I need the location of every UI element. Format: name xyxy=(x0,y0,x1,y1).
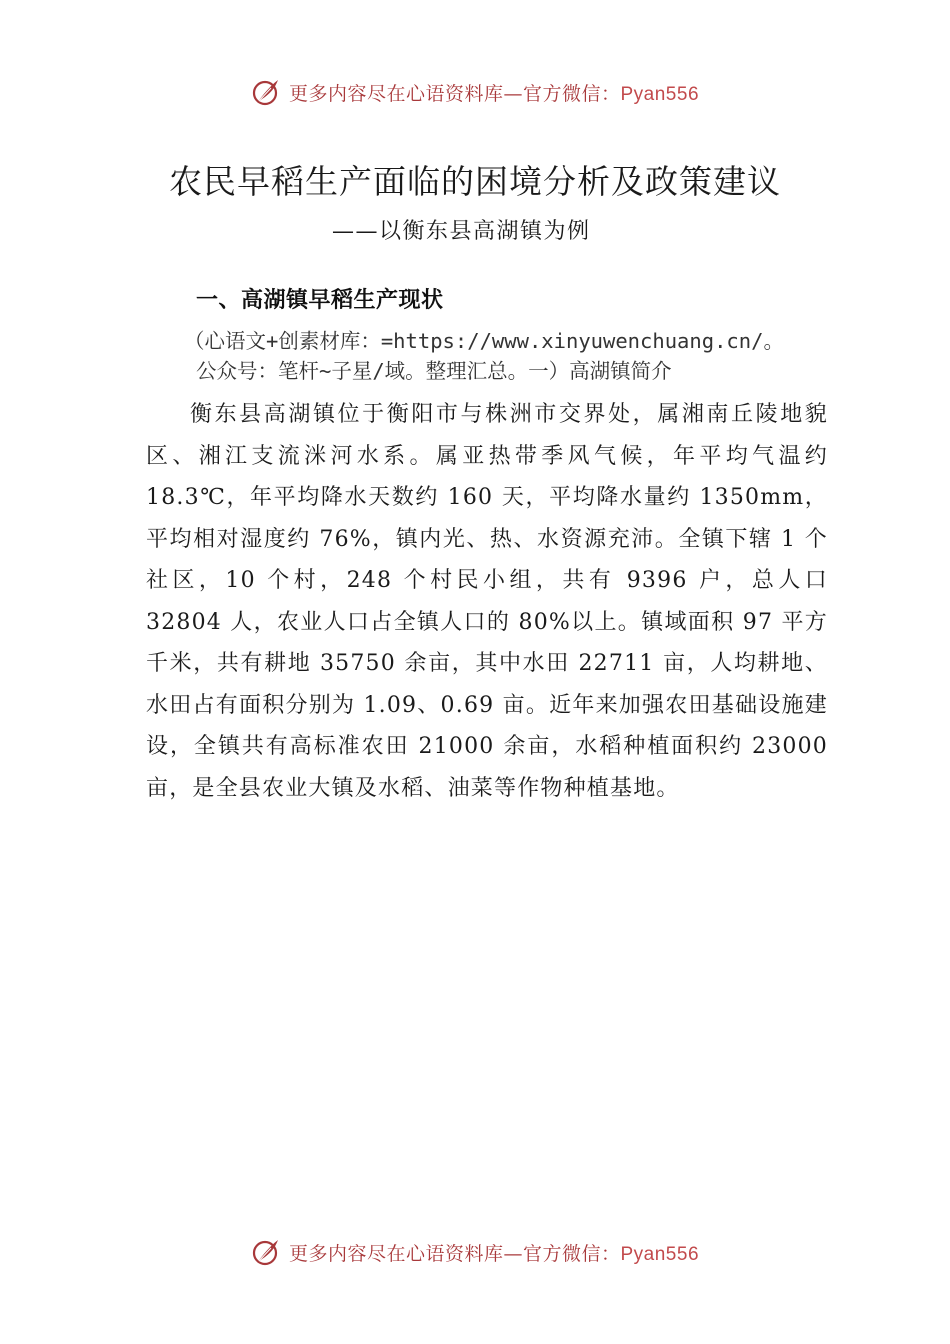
footer-banner-wechat-id: Pyan556 xyxy=(620,1243,700,1265)
document-title: 农民早稻生产面临的困境分析及政策建议 xyxy=(169,162,781,201)
footer-banner-wechat-label: 官方微信： xyxy=(522,1242,621,1265)
header-banner-dash: — xyxy=(503,82,523,105)
header-banner-wechat-label: 官方微信： xyxy=(522,82,621,105)
header-banner-text xyxy=(289,79,699,106)
document-subtitle: ——以衡东县高湖镇为例 xyxy=(332,219,591,244)
section-heading: 一、高湖镇早稻生产现状 xyxy=(196,288,444,313)
source-note xyxy=(184,326,929,386)
footer-banner-main: 更多内容尽在心语资料库 xyxy=(288,1242,504,1265)
header-banner-wechat-id: Pyan556 xyxy=(620,83,700,105)
header-banner-main: 更多内容尽在心语资料库 xyxy=(288,82,504,105)
feather-circle-logo-icon xyxy=(251,1237,281,1267)
source-note-line-2: 公众号：笔杆~子星/域。整理汇总。一）高湖镇简介 xyxy=(196,359,672,383)
feather-circle-logo-icon xyxy=(251,77,281,107)
header-banner xyxy=(0,72,950,112)
footer-banner-text xyxy=(289,1239,699,1266)
body-paragraph: 衡东县高湖镇位于衡阳市与株洲市交界处，属湘南丘陵地貌区、湘江支流洣河水系。属亚热带季风气候，年平均气温约 18.3℃，年平均降水天数约 160 天，平均降水量约 1350mm，平均相对湿度约 76%，镇内光、热、水资源充沛。全镇下辖 1 个社区，10 个村，248 个村民小组，共有 9396 户，总人口 32804 人，农业人口占全镇人口的 80%以上。镇域面积 97 平方千米，共有耕地 35750 余亩，其中水田 22711 亩，人均耕地、水田占有面积分别为 1.09、0.69 亩。近年来加强农田基础设施建设，全镇共有高标准农田 21000 余亩，水稻种植面积约 23000 亩，是全县农业大镇及水稻、油菜等作物种植基地。 xyxy=(146,402,828,801)
footer-banner-dash: — xyxy=(503,1242,523,1265)
footer-banner xyxy=(0,1232,950,1272)
source-note-line-1: （心语文+创素材库：=https://www.xinyuwenchuang.cn/。 xyxy=(184,329,784,353)
